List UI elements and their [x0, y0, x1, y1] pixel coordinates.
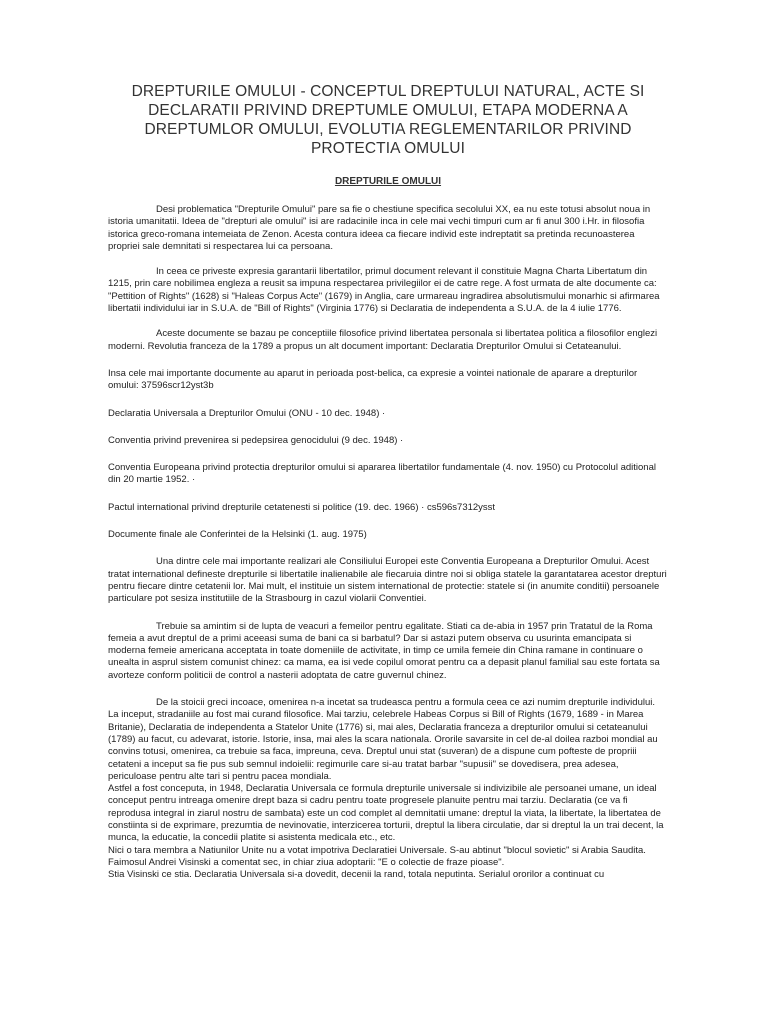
document-title: DREPTURILE OMULUI - CONCEPTUL DREPTULUI NATURAL, ACTE SI DECLARATII PRIVIND DREPTUMLE OMULUI, ETAPA MODERNA A DREPTUMLOR OMULUI, EVOLUTIA REGLEMENTARILOR PRIVIND PROTECTIA OMULUI [131, 83, 645, 157]
paragraph-post-war: Insa cele mai importante documente au aparut in perioada post-belica, ca expresie a vointei nationale de aparare a drepturilor omului: 37596scr12yst3b [108, 367, 638, 392]
list-item-genocide: Conventia privind prevenirea si pedepsirea genocidului (9 dec. 1948) · [108, 434, 404, 446]
list-item-declaration: Declaratia Universala a Drepturilor Omului (ONU - 10 dec. 1948) · [108, 407, 386, 419]
list-item-european-convention: Conventia Europeana privind protectia drepturilor omului si apararea libertatilor fundamentale (4. nov. 1950) cu Protocolul aditional din 20 martie 1952. · [108, 462, 656, 486]
paragraph-stoics: De la stoicii greci incoace, omenirea n-a incetat sa trudeasca pentru a formula ceea ce azi numim drepturile individului. La inceput, stradaniile au fost mai curand filosofice. Mai tarziu, celebrele Habeas Corpus si Bill of Rights (1679, 1689 - in Marea Britanie), Declaratia de independenta a Statelor Unite (1776) si, mai ales, Declaratia franceza a drepturilor omului si cetateanului (1789) au facut, cu adevarat, istorie. Istorie, insa, mai ales la scara nationala. Ororile savarsite in cel de-al doilea razboi mondial au convins totusi, omenirea, ca trebuie sa faca, impreuna, ceva. Dreptul unui stat (suveran) de a dispune cum pofteste de propriii cetateni a inceput sa fie pus sub semnul indoielii: regimurile care si-au tratat barbar "supusii" se dovedisera, prea adesea, periculoase pentru alte tari si pentru pacea mondiala. [108, 697, 658, 782]
paragraph-un-vote: Nici o tara membra a Natiunilor Unite nu a votat impotriva Declaratiei Universale. S-au abtinut "blocul sovietic" si Arabia Saudita. Faimosul Andrei Visinski a comentat sec, in chiar ziua adoptarii: "E o colectie de fraze pioase". [108, 844, 646, 868]
section-heading: DREPTURILE OMULUI [334, 176, 442, 187]
paragraph-women: Trebuie sa amintim si de lupta de veacuri a femeilor pentru egalitate. Stiati ca de-abia in 1957 prin Tratatul de la Roma femeia a avut dreptul de a primi aceeasi suma de bani ca si barbatul? Dar si astazi putem observa cu usurinta emancipata si moderna femeie americana acceptata in toate domeniile de activitate, in timp ce umila femeie din China ramane in continuare o unealta in asprul sistem comunist chinez: ca mama, ea isi vede copilul omorat pentru ca a depasit planul familial sau este fortata sa avorteze conform politicii de control a nasterii adoptata de catre guvernul chinez. [108, 620, 660, 681]
paragraph-universal-declaration: Astfel a fost conceputa, in 1948, Declaratia Universala ce formula drepturile universale si indivizibile ale persoanei umane, un ideal conceput pentru intreaga omenire drept baza si cadru pentru toate progresele planuite pentru mai tarziu. Declaratia (ce va fi reprodusa integral in ziarul nostru de sambata) este un cod complet al demnitatii umane: dreptul la viata, la libertate, la libertatea de constiinta si de exprimare, prezumtia de nevinovatie, interzicerea torturii, dreptul la libera circulatie, dar si dreptul la un trai decent, la munca, la educatie, la concedii platite si asistenta medicala etc., etc. [108, 783, 664, 844]
list-item-pact: Pactul international privind drepturile cetatenesti si politice (19. dec. 1966) · cs596s7312ysst [108, 501, 496, 513]
paragraph-magna-charta: In ceea ce priveste expresia garantarii libertatilor, primul document relevant il constituie Magna Charta Libertatum din 1215, prin care nobilimea engleza a reusit sa impuna respectarea privilegiilor ei de catre rege. A fost urmata de alte documente ca: "Pettition of Rights" (1628) si "Haleas Corpus Acte" (1679) in Anglia, care urmareau ingradirea absolutismului monarhic si afirmarea libertatii individului iar in S.U.A. de "Bill of Rights" (Virginia 1776) si Declaratia de independenta a S.U.A. de la 4 iulie 1776. [108, 266, 660, 315]
list-item-helsinki: Documente finale ale Conferintei de la Helsinki (1. aug. 1975) [108, 529, 367, 541]
document-page [108, 0, 668, 881]
paragraph-philosophy: Aceste documente se bazau pe conceptiile filosofice privind libertatea personala si libertatea politica a filosofilor englezi moderni. Revolutia franceza de la 1789 a propus un alt document important: Declaratia Drepturilor Omului si Cetateanului. [108, 328, 658, 352]
paragraph-history: Desi problematica "Drepturile Omului" pare sa fie o chestiune specifica secolului XX, ea nu este totusi absolut noua in istoria umanitatii. Ideea de "drepturi ale omului" isi are radacinile inca in cele mai vechi timpuri cum ar fi anul 300 i.Hr. in filosofia istorica greco-romana intemeiata de Zenon. Acesta contura ideea ca fiecare individ este indreptatit sa pretinda recunoasterea propriei sale demnitati si respectarea lui ca persoana. [108, 204, 651, 252]
paragraph-council-europe: Una dintre cele mai importante realizari ale Consiliului Europei este Conventia Europeana a Drepturilor Omului. Acest tratat international defineste drepturile si libertatile inalienabile ale fiecaruia dintre noi si obliga statele la garantatarea acestor drepturi pentru fiecare dintre cetatenii lor. Mai mult, el instituie un sistem international de protectie: statele si (in anumite conditii) persoanele particulare pot sesiza institutiile de la Strasbourg in cazul violarii Conventiei. [108, 556, 667, 605]
paragraph-visinski: Stia Visinski ce stia. Declaratia Universala si-a dovedit, decenii la rand, totala neputinta. Serialul ororilor a continuat cu [108, 869, 605, 881]
